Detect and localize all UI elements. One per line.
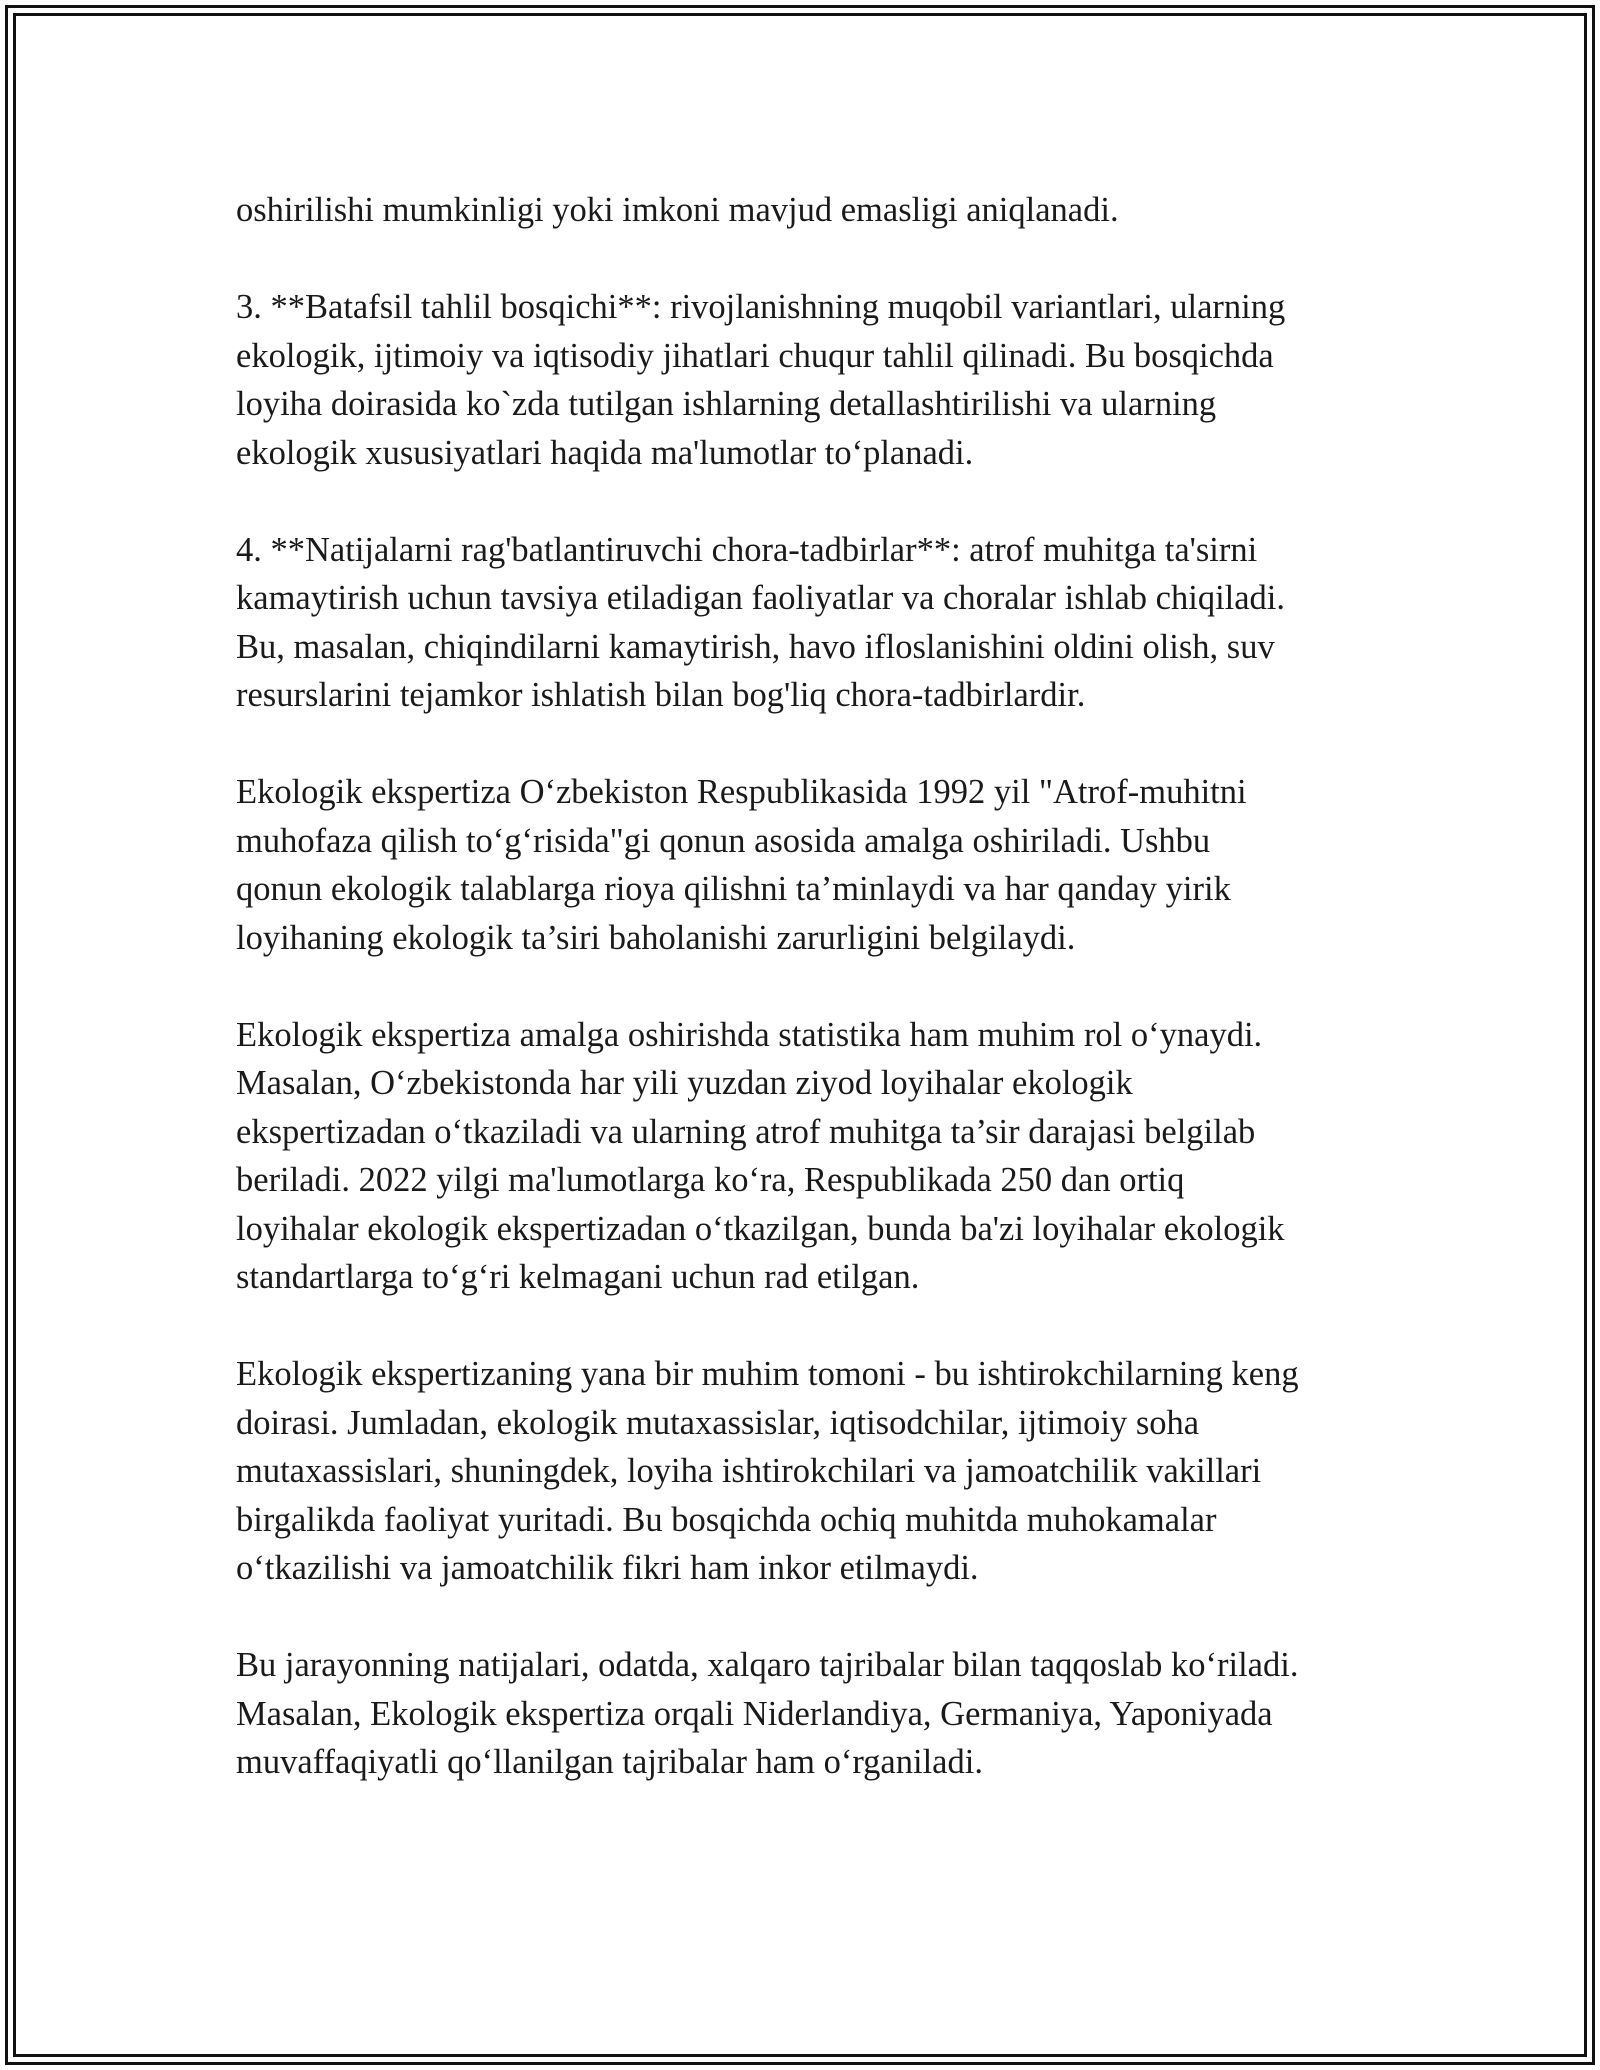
document-body	[236, 186, 1416, 1835]
paragraph-legal-basis: Ekologik ekspertiza O‘zbekiston Respublikasida 1992 yil "Atrof-muhitni muhofaza qilish to‘g‘risida"gi qonun asosida amalga oshiriladi. Ushbu qonun ekologik talablarga rioya qilishni ta’minlaydi va har qanday yirik loyihaning ekologik ta’siri baholanishi zarurligini belgilaydi.	[236, 773, 1247, 957]
paragraph-detailed-analysis-stage: 3. **Batafsil tahlil bosqichi**: rivojlanishning muqobil variantlari, ularning ekologik, ijtimoiy va iqtisodiy jihatlari chuqur tahlil qilinadi. Bu bosqichda loyiha doirasida ko`zda tutilgan ishlarning detallashtirilishi va ularning ekologik xususiyatlari haqida ma'lumotlar to‘planadi.	[236, 288, 1286, 472]
paragraph-statistics: Ekologik ekspertiza amalga oshirishda statistika ham muhim rol o‘ynaydi. Masalan, O‘zbekistonda har yili yuzdan ziyod loyihalar ekologik ekspertizadan o‘tkaziladi va ularning atrof muhitga ta’sir darajasi belgilab beriladi. 2022 yilgi ma'lumotlarga ko‘ra, Respublikada 250 dan ortiq loyihalar ekologik ekspertizadan o‘tkazilgan, bunda ba'zi loyihalar ekologik standartlarga to‘g‘ri kelmagani uchun rad etilgan.	[236, 1015, 1285, 1296]
paragraph-international-experience: Bu jarayonning natijalari, odatda, xalqaro tajribalar bilan taqqoslab ko‘riladi. Masalan, Ekologik ekspertiza orqali Niderlandiya, Germaniya, Yaponiyada muvaffaqiyatli qo‘llanilgan tajribalar ham o‘rganiladi.	[236, 1646, 1299, 1781]
paragraph-participants: Ekologik ekspertizaning yana bir muhim tomoni - bu ishtirokchilarning keng doirasi. Jumladan, ekologik mutaxassislar, iqtisodchilar, ijtimoiy soha mutaxassislari, shuningdek, loyiha ishtirokchilari va jamoatchilik vakillari birgalikda faoliyat yuritadi. Bu bosqichda ochiq muhitda muhokamalar o‘tkazilishi va jamoatchilik fikri ham inkor etilmaydi.	[236, 1355, 1299, 1587]
paragraph-mitigation-measures: 4. **Natijalarni rag'batlantiruvchi chora-tadbirlar**: atrof muhitga ta'sirni kamaytirish uchun tavsiya etiladigan faoliyatlar va choralar ishlab chiqiladi. Bu, masalan, chiqindilarni kamaytirish, havo ifloslanishini oldini olish, suv resurslarini tejamkor ishlatish bilan bog'liq chora-tadbirlardir.	[236, 530, 1286, 714]
paragraph-continuation: oshirilishi mumkinligi yoki imkoni mavjud emasligi aniqlanadi.	[236, 191, 1119, 229]
